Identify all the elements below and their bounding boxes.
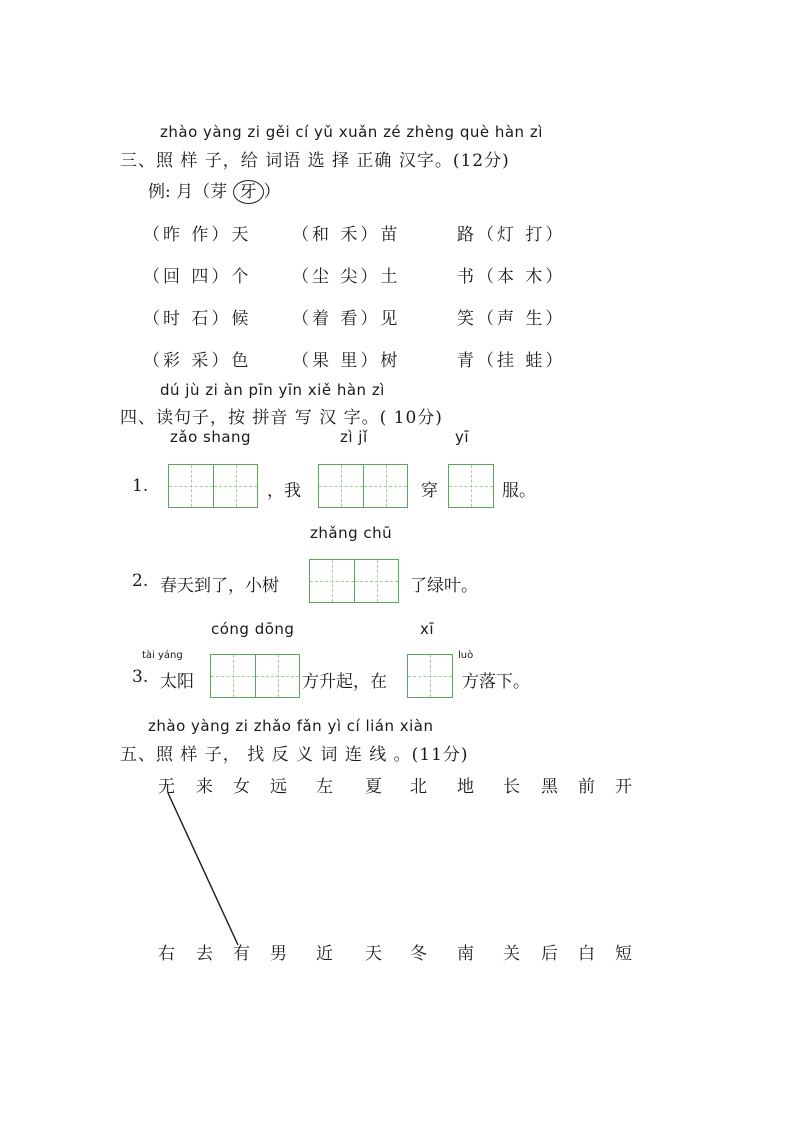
choice-item: 路（灯 打）: [457, 225, 566, 245]
top-word[interactable]: 前: [578, 777, 595, 797]
q2-pinyin-1: zhǎng chū: [310, 524, 393, 542]
s4-heading: 四、读句子，按 拼音 写 汉 字。( 10分): [120, 408, 443, 428]
q3-small-pinyin-1: tài yáng: [142, 650, 183, 661]
q2-number: 2.: [132, 571, 149, 591]
top-word[interactable]: 长: [503, 777, 520, 797]
q2-text-1: 春天到了，小树: [160, 576, 279, 596]
top-word[interactable]: 夏: [365, 777, 382, 797]
q3-text-3: 方落下。: [462, 672, 530, 692]
choice-item: 青（挂 蛙）: [457, 351, 566, 371]
choice-item: （时 石）候: [143, 309, 252, 329]
bottom-word[interactable]: 去: [196, 944, 213, 964]
choice-item: （彩 采）色: [143, 351, 252, 371]
bottom-word[interactable]: 天: [365, 944, 382, 964]
q1-number: 1.: [132, 476, 149, 496]
q1-pinyin-1: zǎo shang: [170, 428, 252, 446]
top-word[interactable]: 女: [233, 777, 250, 797]
bottom-word[interactable]: 男: [270, 944, 287, 964]
top-word[interactable]: 来: [196, 777, 213, 797]
example-prefix: 例: 月（芽: [148, 182, 233, 202]
q2-text-2: 了绿叶。: [410, 576, 478, 596]
choice-item: （果 里）树: [292, 351, 401, 371]
q3-text-1: 太阳: [160, 672, 194, 692]
top-word[interactable]: 地: [457, 777, 474, 797]
top-word[interactable]: 远: [270, 777, 287, 797]
q3-number: 3.: [132, 667, 149, 687]
bottom-word[interactable]: 有: [233, 944, 250, 964]
top-word[interactable]: 北: [410, 777, 427, 797]
choice-item: （着 看）见: [292, 309, 401, 329]
top-word[interactable]: 无: [158, 777, 175, 797]
q3-text-2: 方升起，在: [302, 672, 387, 692]
choice-item: （尘 尖）土: [292, 267, 401, 287]
top-word[interactable]: 左: [316, 777, 333, 797]
q1-text-3: 服。: [502, 481, 536, 501]
example-suffix: ）: [263, 182, 281, 202]
s3-heading: 三、照 样 子，给 词语 选 择 正确 汉字。(12分): [120, 151, 510, 171]
choice-item: （昨 作）天: [143, 225, 252, 245]
bottom-word[interactable]: 短: [615, 944, 632, 964]
bottom-word[interactable]: 关: [503, 944, 520, 964]
s4-pinyin: dú jù zi àn pīn yīn xiě hàn zì: [160, 381, 385, 399]
bottom-word[interactable]: 南: [457, 944, 474, 964]
choice-item: （回 四）个: [143, 267, 252, 287]
choice-item: 笑（声 生）: [457, 309, 566, 329]
choice-item: 书（本 木）: [457, 267, 566, 287]
s5-pinyin: zhào yàng zi zhǎo fǎn yì cí lián xiàn: [148, 717, 434, 735]
q1-text-2: 穿: [421, 481, 438, 501]
q1-pinyin-2: zì jǐ: [340, 428, 368, 446]
bottom-word[interactable]: 右: [158, 944, 175, 964]
q1-pinyin-3: yī: [455, 428, 470, 446]
q1-text-1: ，我: [267, 481, 301, 501]
q3-small-pinyin-2: luò: [458, 650, 474, 661]
bottom-word[interactable]: 后: [541, 944, 558, 964]
bottom-word[interactable]: 白: [578, 944, 595, 964]
s3-pinyin: zhào yàng zi gěi cí yǔ xuǎn zé zhèng què hàn zì: [160, 123, 543, 141]
bottom-word[interactable]: 冬: [410, 944, 427, 964]
top-word[interactable]: 开: [615, 777, 632, 797]
s5-heading: 五、照 样 子， 找 反 义 词 连 线 。(11分): [120, 745, 469, 765]
top-word[interactable]: 黑: [541, 777, 558, 797]
q3-pinyin-1: cóng dōng: [211, 620, 295, 638]
choice-item: （和 禾）苗: [292, 225, 401, 245]
q3-pinyin-2: xī: [420, 620, 435, 638]
example-answer-circled: 牙: [233, 180, 264, 204]
bottom-word-row: [0, 939, 794, 963]
bottom-word[interactable]: 近: [316, 944, 333, 964]
